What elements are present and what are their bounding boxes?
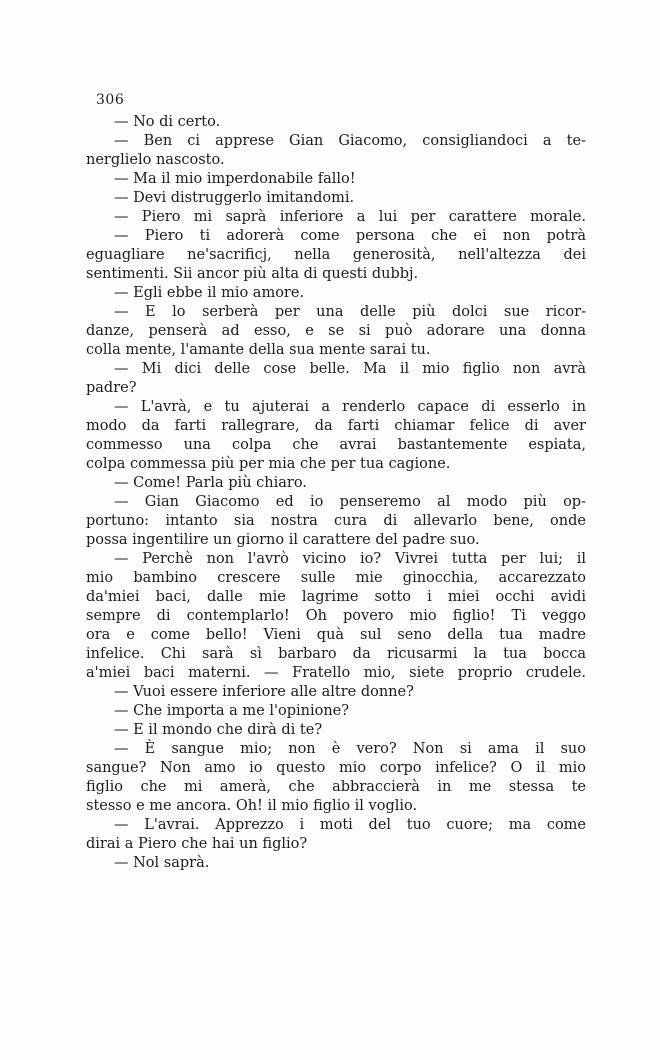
body-text xyxy=(86,113,586,873)
text-line: sangue? Non amo io questo mio corpo infelice? O il mio xyxy=(86,760,586,776)
text-line: — Devi distruggerlo imitandomi. xyxy=(114,190,355,206)
text-line: padre? xyxy=(86,380,137,396)
text-line: — E lo serberà per una delle più dolci sue ricor- xyxy=(114,304,586,320)
text-line: sempre di contemplarlo! Oh povero mio figlio! Ti veggo xyxy=(86,608,586,624)
text-line: figlio che mi amerà, che abbraccierà in me stessa te xyxy=(86,779,586,795)
text-line: — Ma il mio imperdonabile fallo! xyxy=(114,171,356,187)
text-line: dirai a Piero che hai un figlio? xyxy=(86,836,308,852)
text-line: danze, penserà ad esso, e se si può adorare una donna xyxy=(86,323,586,339)
text-line: sentimenti. Sii ancor più alta di questi dubbj. xyxy=(86,266,419,282)
page-number: 306 xyxy=(96,92,125,108)
text-line: infelice. Chi sarà sì barbaro da ricusarmi la tua bocca xyxy=(86,646,586,662)
text-line: portuno: intanto sia nostra cura di allevarlo bene, onde xyxy=(86,513,586,529)
text-line: possa ingentilire un giorno il carattere del padre suo. xyxy=(86,532,480,548)
text-line: commesso una colpa che avrai bastantemente espiata, xyxy=(86,437,586,453)
text-line: ora e come bello! Vieni quà sul seno della tua madre xyxy=(86,627,586,643)
text-line: — Perchè non l'avrò vicino io? Vivrei tutta per lui; il xyxy=(114,551,586,567)
text-line: — Come! Parla più chiaro. xyxy=(114,475,307,491)
text-line: — Vuoi essere inferiore alle altre donne? xyxy=(114,684,414,700)
text-line: nerglielo nascosto. xyxy=(86,152,225,168)
text-line: — No di certo. xyxy=(114,114,221,130)
text-line: — Ben ci apprese Gian Giacomo, consigliandoci a te- xyxy=(114,133,586,149)
text-line: eguagliare ne'sacrificj, nella generosità, nell'altezza dei xyxy=(86,247,586,263)
text-line: — L'avrà, e tu ajuterai a renderlo capace di esserlo in xyxy=(114,399,586,415)
text-line: — Egli ebbe il mio amore. xyxy=(114,285,305,301)
text-line: colla mente, l'amante della sua mente sarai tu. xyxy=(86,342,431,358)
text-line: — L'avrai. Apprezzo i moti del tuo cuore; ma come xyxy=(114,817,586,833)
text-line: — Piero ti adorerà come persona che ei non potrà xyxy=(114,228,586,244)
text-line: modo da farti rallegrare, da farti chiamar felice di aver xyxy=(86,418,586,434)
text-line: mio bambino crescere sulle mie ginocchia, accarezzato xyxy=(86,570,586,586)
text-line: — Gian Giacomo ed io penseremo al modo più op- xyxy=(114,494,586,510)
text-line: — Nol saprà. xyxy=(114,855,210,871)
text-line: — E il mondo che dirà di te? xyxy=(114,722,323,738)
text-line: da'miei baci, dalle mie lagrime sotto i miei occhi avidi xyxy=(86,589,586,605)
text-line: — È sangue mio; non è vero? Non si ama il suo xyxy=(114,741,586,757)
text-line: — Che importa a me l'opinione? xyxy=(114,703,350,719)
text-line: a'miei baci materni. — Fratello mio, siete proprio crudele. xyxy=(86,665,586,681)
text-line: colpa commessa più per mia che per tua cagione. xyxy=(86,456,451,472)
text-line: stesso e me ancora. Oh! il mio figlio il voglio. xyxy=(86,798,418,814)
text-line: — Piero mi saprà inferiore a lui per carattere morale. xyxy=(114,209,586,225)
text-line: — Mi dici delle cose belle. Ma il mio figlio non avrà xyxy=(114,361,586,377)
